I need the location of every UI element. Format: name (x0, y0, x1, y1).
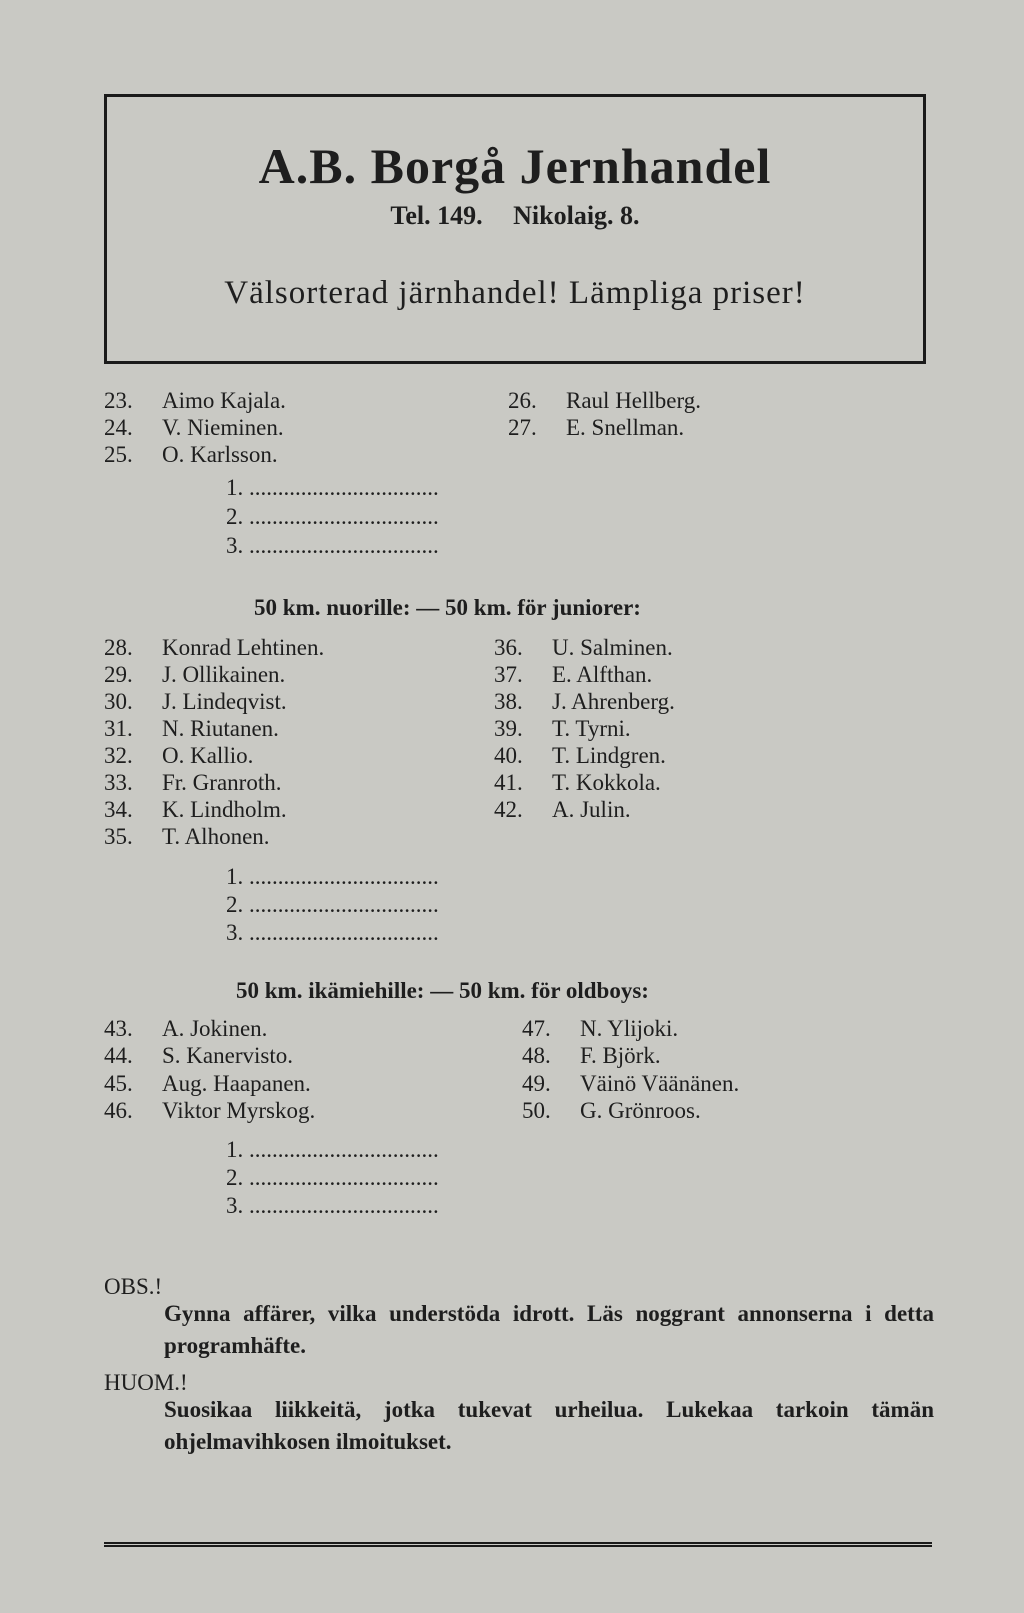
list-item: 32. O. Kallio. (104, 743, 254, 768)
advertisement-box (104, 94, 926, 364)
place-line: 2. ................................. (226, 892, 439, 917)
list-item: 37. E. Alfthan. (494, 662, 653, 687)
place-line: 2. ................................. (226, 1165, 439, 1190)
section-heading: 50 km. ikämiehille: — 50 km. för oldboys: (236, 978, 649, 1003)
divider (104, 1542, 932, 1547)
ad-contact (107, 201, 923, 231)
list-item: 34. K. Lindholm. (104, 797, 287, 822)
ad-phone: Tel. 149. (390, 201, 483, 230)
place-line: 1. ................................. (226, 1137, 439, 1162)
list-item: 27. E. Snellman. (508, 415, 685, 440)
list-item: 30. J. Lindeqvist. (104, 689, 287, 714)
ad-tagline: Välsorterad järnhandel! Lämpliga priser! (224, 275, 806, 311)
place-line: 1. ................................. (226, 864, 439, 889)
huom-label: HUOM.! (104, 1370, 188, 1395)
list-item: 29. J. Ollikainen. (104, 662, 286, 687)
place-line: 1. ................................. (226, 475, 439, 500)
list-item: 43. A. Jokinen. (104, 1016, 268, 1041)
ad-address: Nikolaig. 8. (513, 201, 640, 230)
obs-label: OBS.! (104, 1274, 163, 1299)
list-item: 45. Aug. Haapanen. (104, 1071, 311, 1096)
list-item: 42. A. Julin. (494, 797, 631, 822)
list-item: 26. Raul Hellberg. (508, 388, 701, 413)
list-item: 39. T. Tyrni. (494, 716, 631, 741)
list-item: 25. O. Karlsson. (104, 442, 278, 467)
section-heading: 50 km. nuorille: — 50 km. för juniorer: (254, 595, 641, 620)
place-line: 3. ................................. (226, 533, 439, 558)
list-item: 36. U. Salminen. (494, 635, 673, 660)
huom-text: Suosikaa liikkeitä, jotka tukevat urheilua. Lukekaa tarkoin tämän ohjelmavihkosen ilmoitukset. (164, 1397, 934, 1454)
list-item: 41. T. Kokkola. (494, 770, 661, 795)
list-item: 48. F. Björk. (522, 1043, 661, 1068)
list-item: 24. V. Nieminen. (104, 415, 284, 440)
list-item: 40. T. Lindgren. (494, 743, 666, 768)
obs-text: Gynna affärer, vilka understöda idrott. Läs noggrant annonserna i detta programhäfte. (164, 1301, 934, 1358)
place-line: 2. ................................. (226, 504, 439, 529)
list-item: 28. Konrad Lehtinen. (104, 635, 325, 660)
place-line: 3. ................................. (226, 1193, 439, 1218)
list-item: 44. S. Kanervisto. (104, 1043, 293, 1068)
list-item: 47. N. Ylijoki. (522, 1016, 679, 1041)
list-item: 23. Aimo Kajala. (104, 388, 286, 413)
place-line: 3. ................................. (226, 920, 439, 945)
list-item: 50. G. Grönroos. (522, 1098, 701, 1123)
ad-title: A.B. Borgå Jernhandel (258, 138, 772, 194)
list-item: 33. Fr. Granroth. (104, 770, 282, 795)
list-item: 46. Viktor Myrskog. (104, 1098, 316, 1123)
list-item: 31. N. Riutanen. (104, 716, 279, 741)
list-item: 35. T. Alhonen. (104, 824, 270, 849)
list-item: 38. J. Ahrenberg. (494, 689, 675, 714)
list-item: 49. Väinö Väänänen. (522, 1071, 740, 1096)
